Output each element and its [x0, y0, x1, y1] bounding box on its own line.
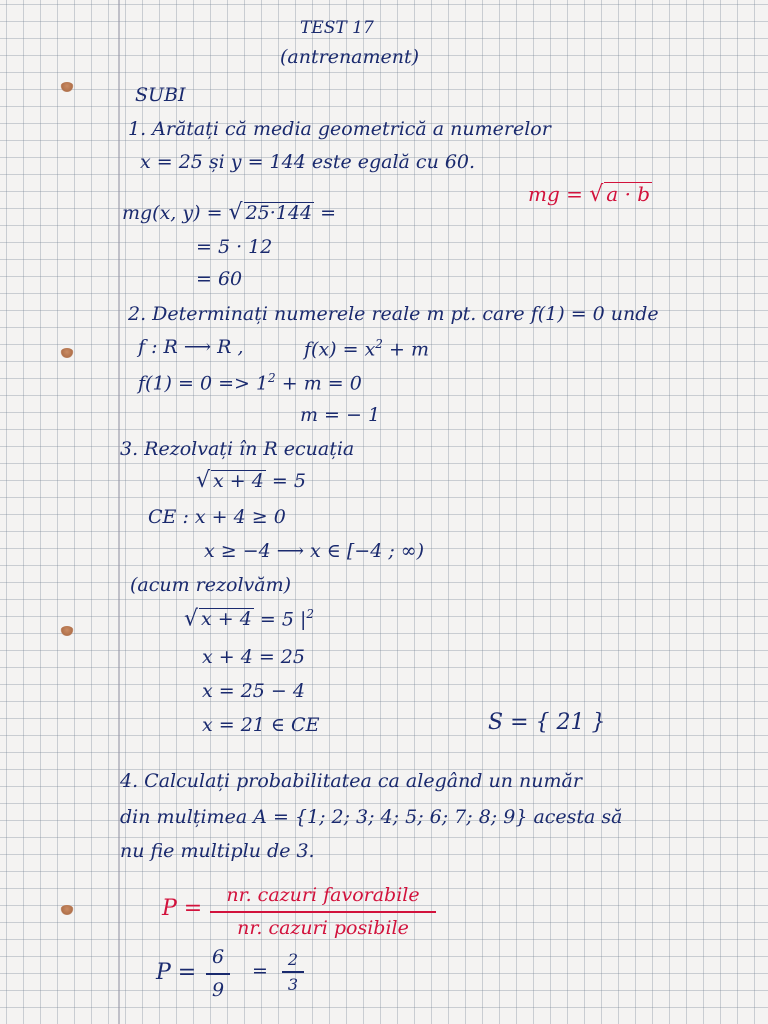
ex3-condition: CE : x + 4 ≥ 0: [148, 506, 286, 528]
ex4-statement-line2: din mulțimea A = {1; 2; 3; 4; 5; 6; 7; 8; 9} acesta să: [120, 806, 623, 828]
ex3-equation-rhs: = 5: [271, 470, 306, 492]
ex1-statement-line1: 1. Arătați că media geometrică a numerelor: [128, 118, 551, 140]
ex3-solve-rhs: = 5 |: [259, 608, 307, 631]
ex1-step1-lhs: mg(x, y) =: [122, 202, 223, 224]
ex4-statement-line3: nu fie multiplu de 3.: [120, 840, 315, 862]
sqrt-symbol: √: [589, 182, 604, 207]
ex1-step1-rhs: =: [320, 202, 337, 224]
ex1-statement-line2: x = 25 și y = 144 este egală cu 60.: [140, 151, 476, 173]
fraction-bar: [206, 973, 230, 975]
ex1-formula: [528, 182, 652, 206]
ex2-function-lhs: f(x) = x: [304, 338, 376, 361]
ex4-probability-numerator: nr. cazuri favorabile: [226, 884, 420, 906]
fraction-bar: [282, 971, 304, 973]
ex3-solution-set: S = { 21 }: [488, 710, 606, 735]
ex2-result: m = − 1: [300, 404, 381, 426]
ex3-equation: [196, 470, 306, 492]
ex1-formula-radicand: a · b: [606, 182, 651, 206]
ex3-step1: x + 4 = 25: [202, 646, 305, 668]
ex2-function-tail: + m: [388, 338, 429, 361]
ex2-statement: 2. Determinați numerele reale m pt. care f(1) = 0 unde: [128, 303, 659, 325]
ex4-statement-line1: 4. Calculați probabilitatea ca alegând un număr: [120, 770, 582, 792]
test-title: TEST 17: [300, 18, 374, 38]
ex2-step1-lhs: f(1) = 0 => 1: [138, 372, 269, 395]
ex4-calc-label: P =: [156, 960, 197, 985]
punch-hole: [60, 82, 74, 92]
ex2-function-domain: f : R ⟶ R ,: [138, 336, 244, 358]
exponent: 2: [268, 371, 276, 385]
ex4-calc-numerator: 6: [211, 946, 225, 968]
sqrt-symbol: √: [184, 606, 199, 632]
ex3-equation-radicand: x + 4: [213, 470, 264, 492]
ex4-calc-fraction: [206, 946, 230, 1002]
ex2-function-rule: [304, 338, 429, 359]
punch-hole: [60, 626, 74, 636]
sqrt-symbol: √: [228, 200, 243, 225]
ex4-result-numerator: 2: [287, 950, 299, 969]
ex3-note: (acum rezolvăm): [130, 574, 292, 596]
ex3-step3: x = 21 ∈ CE: [202, 714, 320, 736]
fraction-bar: [210, 911, 436, 913]
ex4-probability-label: P =: [162, 896, 203, 921]
punch-hole: [60, 905, 74, 915]
punch-hole: [60, 348, 74, 358]
exponent: 2: [375, 337, 383, 351]
ex3-statement: 3. Rezolvați în R ecuația: [120, 438, 355, 460]
ex1-step1-radicand: 25·144: [245, 202, 313, 224]
ex3-step2: x = 25 − 4: [202, 680, 305, 702]
ex1-step1: [122, 202, 336, 224]
ex4-probability-denominator: nr. cazuri posibile: [237, 916, 409, 939]
ex1-step2: = 5 · 12: [196, 236, 273, 258]
ex2-step1-rhs: + m = 0: [281, 372, 362, 395]
margin-line: [118, 0, 120, 1024]
ex4-result-fraction: [282, 950, 304, 994]
sqrt-symbol: √: [196, 468, 211, 493]
ex3-solve-line: [184, 608, 314, 630]
test-subtitle: (antrenament): [280, 46, 420, 68]
ex1-step3: = 60: [196, 268, 243, 290]
ex4-calc-denominator: 9: [211, 978, 225, 1001]
ex1-formula-lhs: mg =: [528, 182, 583, 206]
ex3-solve-radicand: x + 4: [201, 608, 252, 631]
ex4-probability-formula: [210, 884, 436, 940]
exponent: 2: [306, 607, 315, 621]
ex4-calc-equals: =: [252, 960, 268, 982]
ex4-result-denominator: 3: [287, 975, 299, 995]
ex3-condition-interval: x ≥ −4 ⟶ x ∈ [−4 ; ∞): [204, 540, 425, 562]
ex2-step1: [138, 372, 362, 393]
section-label: SUBI: [135, 84, 186, 106]
